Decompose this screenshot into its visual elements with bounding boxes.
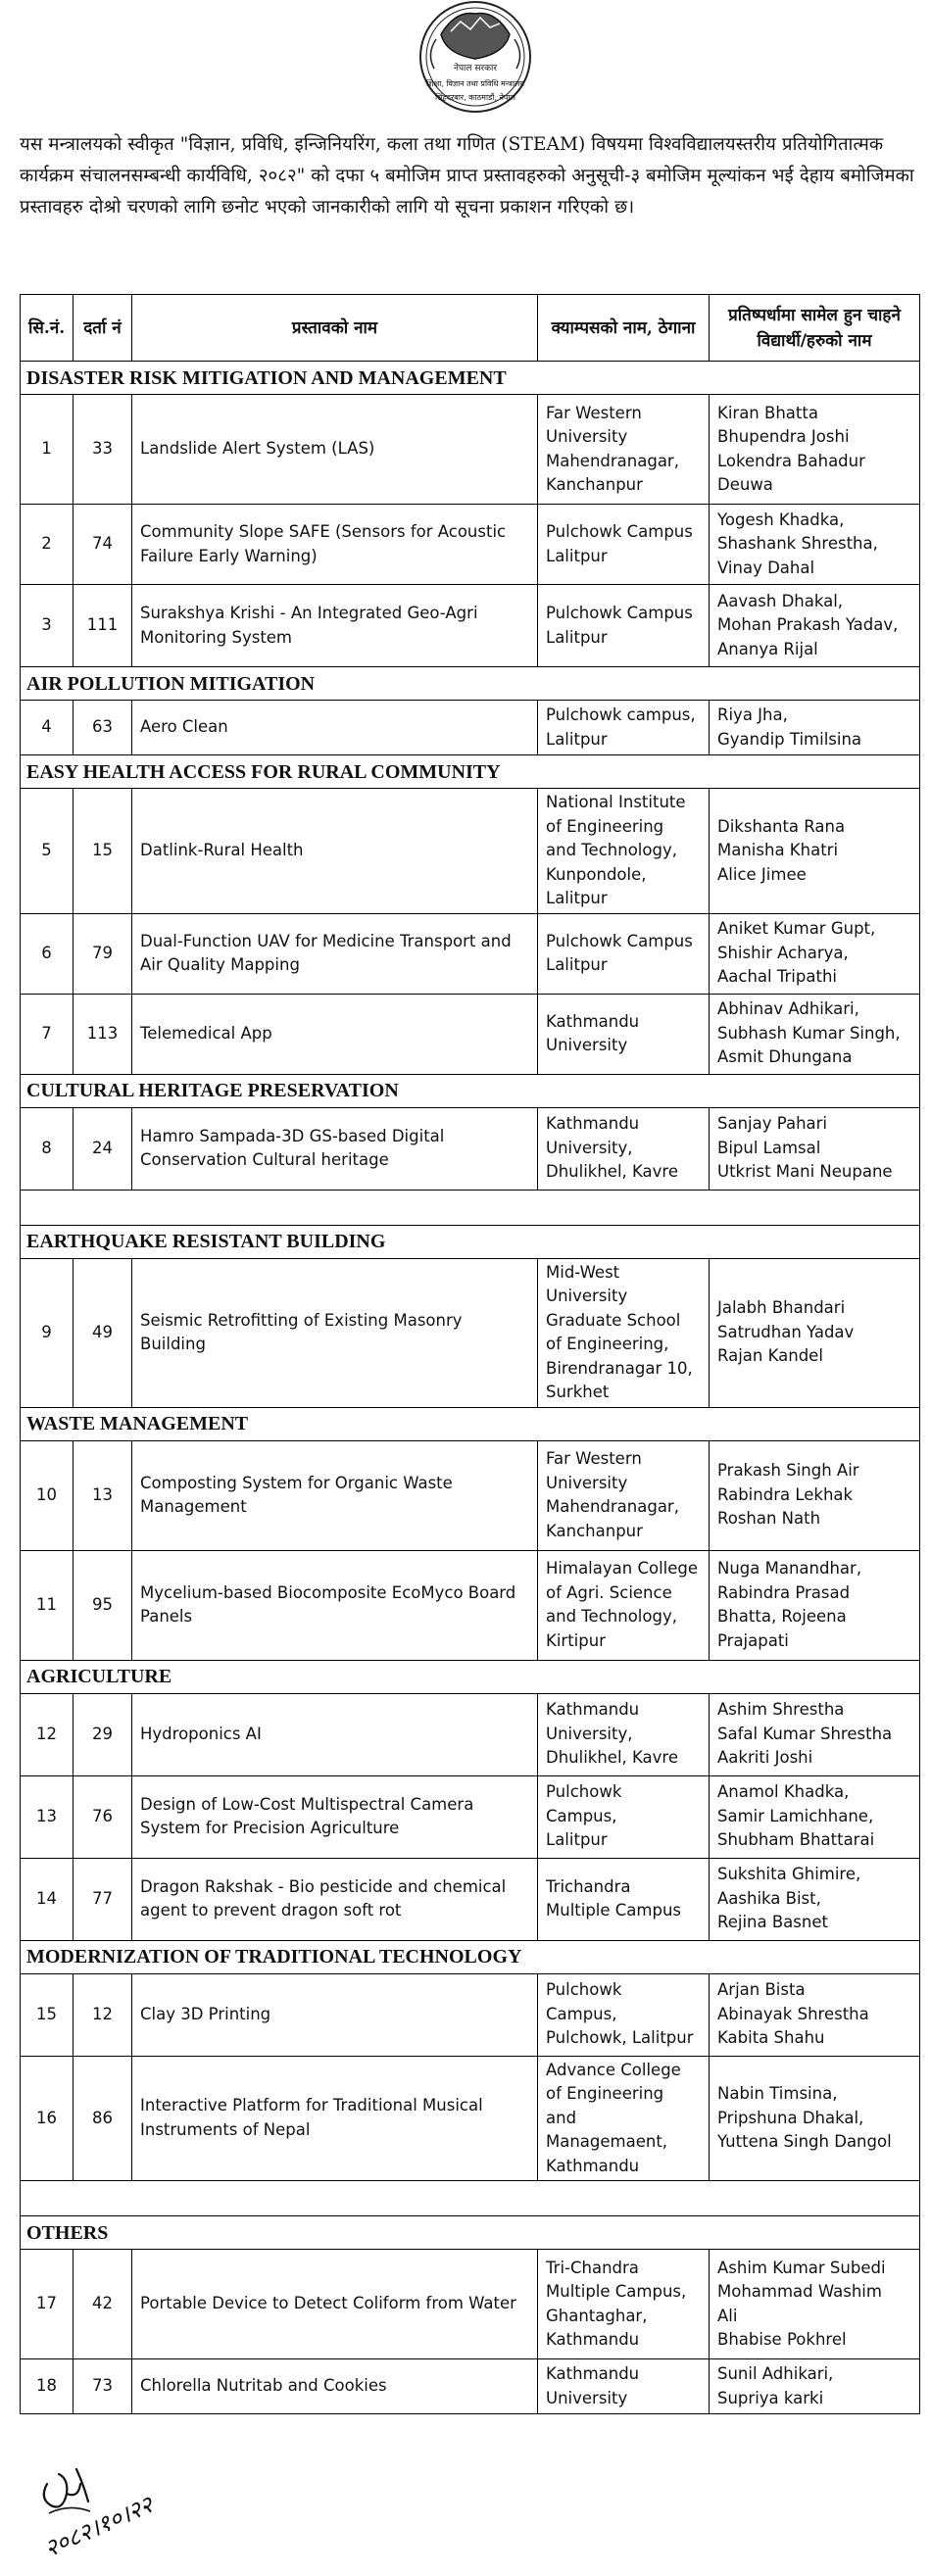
table-row — [21, 1775, 920, 1858]
svg-text:सिंहदरबार, काठमाडौं, नेपाल: सिंहदरबार, काठमाडौं, नेपाल — [435, 93, 515, 102]
table-row — [21, 1440, 920, 1550]
header-proposal-name: प्रस्तावको नाम — [132, 295, 538, 362]
category-title: DISASTER RISK MITIGATION AND MANAGEMENT — [21, 362, 920, 395]
cell-proposal: Surakshya Krishi - An Integrated Geo-Agri Monitoring System — [132, 585, 538, 667]
cell-proposal: Seismic Retrofitting of Existing Masonry Building — [132, 1258, 538, 1407]
header-campus-name-address: क्याम्पसको नाम, ठेगाना — [538, 295, 710, 362]
cell-students: Aavash Dhakal, Mohan Prakash Yadav, Ananya Rijal — [710, 585, 920, 667]
cell-darta: 95 — [74, 1550, 132, 1660]
cell-students: Sunil Adhikari, Supriya karki — [710, 2359, 920, 2414]
cell-proposal: Hamro Sampada-3D GS-based Digital Conservation Cultural heritage — [132, 1107, 538, 1190]
cell-sn: 9 — [21, 1258, 74, 1407]
cell-campus: Pulchowk Campus, Lalitpur — [538, 1775, 710, 1858]
cell-campus: Kathmandu University — [538, 2359, 710, 2414]
table-row — [21, 1973, 920, 2056]
cell-darta: 33 — [74, 395, 132, 505]
empty-spacer-row — [21, 2181, 920, 2216]
cell-sn: 1 — [21, 395, 74, 505]
cell-students: Anamol Khadka, Samir Lamichhane, Shubham Bhattarai — [710, 1775, 920, 1858]
cell-campus: Kathmandu University, Dhulikhel, Kavre — [538, 1693, 710, 1775]
cell-sn: 5 — [21, 789, 74, 914]
empty-spacer-row — [21, 1190, 920, 1225]
table-row — [21, 789, 920, 914]
cell-campus: Trichandra Multiple Campus — [538, 1858, 710, 1940]
cell-campus: Pulchowk campus, Lalitpur — [538, 701, 710, 755]
category-row — [21, 362, 920, 395]
cell-darta: 12 — [74, 1973, 132, 2056]
cell-proposal: Dual-Function UAV for Medicine Transport and Air Quality Mapping — [132, 913, 538, 994]
cell-sn: 15 — [21, 1973, 74, 2056]
government-seal-logo — [397, 0, 554, 122]
cell-campus: Tri-Chandra Multiple Campus, Ghantaghar, Kathmandu — [538, 2250, 710, 2359]
svg-text:शिक्षा, विज्ञान तथा प्रविधि मन: शिक्षा, विज्ञान तथा प्रविधि मन्त्रालय — [426, 79, 524, 88]
cell-proposal: Datlink-Rural Health — [132, 789, 538, 914]
cell-sn: 18 — [21, 2359, 74, 2414]
cell-sn: 13 — [21, 1775, 74, 1858]
cell-sn: 6 — [21, 913, 74, 994]
cell-students: Yogesh Khadka, Shashank Shrestha, Vinay Dahal — [710, 505, 920, 585]
table-row — [21, 585, 920, 667]
category-title: OTHERS — [21, 2216, 920, 2250]
cell-sn: 8 — [21, 1107, 74, 1190]
cell-darta: 86 — [74, 2056, 132, 2181]
cell-campus: Pulchowk Campus Lalitpur — [538, 505, 710, 585]
cell-proposal: Composting System for Organic Waste Management — [132, 1440, 538, 1550]
category-row — [21, 2216, 920, 2250]
category-title: WASTE MANAGEMENT — [21, 1407, 920, 1440]
cell-campus: Far Western University Mahendranagar, Kanchanpur — [538, 395, 710, 505]
cell-sn: 17 — [21, 2250, 74, 2359]
cell-campus: Advance College of Engineering and Managemaent, Kathmandu — [538, 2056, 710, 2181]
cell-students: Dikshanta Rana Manisha Khatri Alice Jimee — [710, 789, 920, 914]
cell-proposal: Interactive Platform for Traditional Musical Instruments of Nepal — [132, 2056, 538, 2181]
cell-darta: 13 — [74, 1440, 132, 1550]
svg-text:२०८२।१०।२२: २०८२।१०।२२ — [40, 2490, 158, 2563]
cell-darta: 49 — [74, 1258, 132, 1407]
cell-sn: 16 — [21, 2056, 74, 2181]
handwritten-signature — [29, 2454, 255, 2567]
cell-sn: 14 — [21, 1858, 74, 1940]
cell-darta: 42 — [74, 2250, 132, 2359]
table-row — [21, 1550, 920, 1660]
cell-campus: Mid-West University Graduate School of Engineering, Birendranagar 10, Surkhet — [538, 1258, 710, 1407]
cell-students: Ashim Kumar Subedi Mohammad Washim Ali Bhabise Pokhrel — [710, 2250, 920, 2359]
cell-proposal: Aero Clean — [132, 701, 538, 755]
cell-darta: 76 — [74, 1775, 132, 1858]
table-row — [21, 505, 920, 585]
cell-campus: Kathmandu University, Dhulikhel, Kavre — [538, 1107, 710, 1190]
cell-darta: 74 — [74, 505, 132, 585]
category-title: EASY HEALTH ACCESS FOR RURAL COMMUNITY — [21, 755, 920, 789]
svg-text:नेपाल सरकार: नेपाल सरकार — [453, 64, 498, 73]
cell-campus: Kathmandu University — [538, 994, 710, 1074]
table-header-row — [21, 295, 920, 362]
cell-sn: 11 — [21, 1550, 74, 1660]
table-row — [21, 1858, 920, 1940]
table-row — [21, 701, 920, 755]
cell-students: Nabin Timsina, Pripshuna Dhakal, Yuttena Singh Dangol — [710, 2056, 920, 2181]
cell-students: Kiran Bhatta Bhupendra Joshi Lokendra Bahadur Deuwa — [710, 395, 920, 505]
cell-darta: 63 — [74, 701, 132, 755]
cell-students: Riya Jha, Gyandip Timilsina — [710, 701, 920, 755]
cell-darta: 15 — [74, 789, 132, 914]
cell-students: Ashim Shrestha Safal Kumar Shrestha Aakriti Joshi — [710, 1693, 920, 1775]
table-row — [21, 395, 920, 505]
cell-campus: Pulchowk Campus Lalitpur — [538, 585, 710, 667]
category-title: AIR POLLUTION MITIGATION — [21, 667, 920, 701]
cell-students: Abhinav Adhikari, Subhash Kumar Singh, Asmit Dhungana — [710, 994, 920, 1074]
category-title: MODERNIZATION OF TRADITIONAL TECHNOLOGY — [21, 1940, 920, 1973]
notice-intro-paragraph: यस मन्त्रालयको स्वीकृत "विज्ञान, प्रविधि, इन्जिनियरिंग, कला तथा गणित (STEAM) विषयमा विश्वविद्यालयस्तरीय प्रतियोगितात्मक कार्यक्रम संचालनसम्बन्धी कार्यविधि, २०८२" को दफा ५ बमोजिम प्राप्त प्रस्तावहरुको अनुसूची-३ बमोजिम मूल्यांकन भई देहाय बमोजिमका प्रस्तावहरु दोश्रो चरणको लागि छनोट भएको जानकारीको लागि यो सूचना प्रकाशन गरिएको छ। — [20, 134, 914, 218]
table-row — [21, 1107, 920, 1190]
cell-darta: 79 — [74, 913, 132, 994]
cell-darta: 29 — [74, 1693, 132, 1775]
cell-darta: 111 — [74, 585, 132, 667]
cell-students: Sanjay Pahari Bipul Lamsal Utkrist Mani Neupane — [710, 1107, 920, 1190]
cell-sn: 4 — [21, 701, 74, 755]
cell-proposal: Community Slope SAFE (Sensors for Acoustic Failure Early Warning) — [132, 505, 538, 585]
cell-campus: Himalayan College of Agri. Science and Technology, Kirtipur — [538, 1550, 710, 1660]
cell-proposal: Hydroponics AI — [132, 1693, 538, 1775]
cell-proposal: Telemedical App — [132, 994, 538, 1074]
cell-darta: 24 — [74, 1107, 132, 1190]
cell-students: Aniket Kumar Gupt, Shishir Acharya, Aachal Tripathi — [710, 913, 920, 994]
cell-students: Nuga Manandhar, Rabindra Prasad Bhatta, Rojeena Prajapati — [710, 1550, 920, 1660]
category-title: CULTURAL HERITAGE PRESERVATION — [21, 1074, 920, 1107]
header-registration-number: दर्ता नं — [74, 295, 132, 362]
cell-campus: National Institute of Engineering and Technology, Kunpondole, Lalitpur — [538, 789, 710, 914]
category-row — [21, 1407, 920, 1440]
cell-campus: Pulchowk Campus, Pulchowk, Lalitpur — [538, 1973, 710, 2056]
category-row — [21, 755, 920, 789]
cell-campus: Pulchowk Campus Lalitpur — [538, 913, 710, 994]
cell-sn: 10 — [21, 1440, 74, 1550]
table-row — [21, 913, 920, 994]
table-row — [21, 2359, 920, 2414]
category-title: AGRICULTURE — [21, 1660, 920, 1693]
cell-proposal: Chlorella Nutritab and Cookies — [132, 2359, 538, 2414]
cell-students: Arjan Bista Abinayak Shrestha Kabita Shahu — [710, 1973, 920, 2056]
header-student-names: प्रतिष्पर्धामा सामेल हुन चाहने विद्यार्थी/हरुको नाम — [710, 295, 920, 362]
cell-proposal: Landslide Alert System (LAS) — [132, 395, 538, 505]
category-row — [21, 1225, 920, 1258]
cell-students: Sukshita Ghimire, Aashika Bist, Rejina Basnet — [710, 1858, 920, 1940]
table-row — [21, 1693, 920, 1775]
table-row — [21, 2250, 920, 2359]
table-row — [21, 1258, 920, 1407]
cell-students: Jalabh Bhandari Satrudhan Yadav Rajan Kandel — [710, 1258, 920, 1407]
category-row — [21, 1074, 920, 1107]
cell-proposal: Dragon Rakshak - Bio pesticide and chemical agent to prevent dragon soft rot — [132, 1858, 538, 1940]
cell-campus: Far Western University Mahendranagar, Kanchanpur — [538, 1440, 710, 1550]
cell-proposal: Clay 3D Printing — [132, 1973, 538, 2056]
table-row — [21, 2056, 920, 2181]
table-row — [21, 994, 920, 1074]
cell-darta: 77 — [74, 1858, 132, 1940]
cell-students: Prakash Singh Air Rabindra Lekhak Roshan Nath — [710, 1440, 920, 1550]
cell-darta: 73 — [74, 2359, 132, 2414]
category-row — [21, 1940, 920, 1973]
category-title: EARTHQUAKE RESISTANT BUILDING — [21, 1225, 920, 1258]
category-row — [21, 667, 920, 701]
cell-sn: 12 — [21, 1693, 74, 1775]
header-serial-number: सि.नं. — [21, 295, 74, 362]
category-row — [21, 1660, 920, 1693]
cell-sn: 3 — [21, 585, 74, 667]
cell-proposal: Mycelium-based Biocomposite EcoMyco Board Panels — [132, 1550, 538, 1660]
cell-sn: 7 — [21, 994, 74, 1074]
cell-darta: 113 — [74, 994, 132, 1074]
selected-proposals-table — [20, 294, 920, 2414]
cell-proposal: Design of Low-Cost Multispectral Camera System for Precision Agriculture — [132, 1775, 538, 1858]
cell-sn: 2 — [21, 505, 74, 585]
cell-proposal: Portable Device to Detect Coliform from Water — [132, 2250, 538, 2359]
